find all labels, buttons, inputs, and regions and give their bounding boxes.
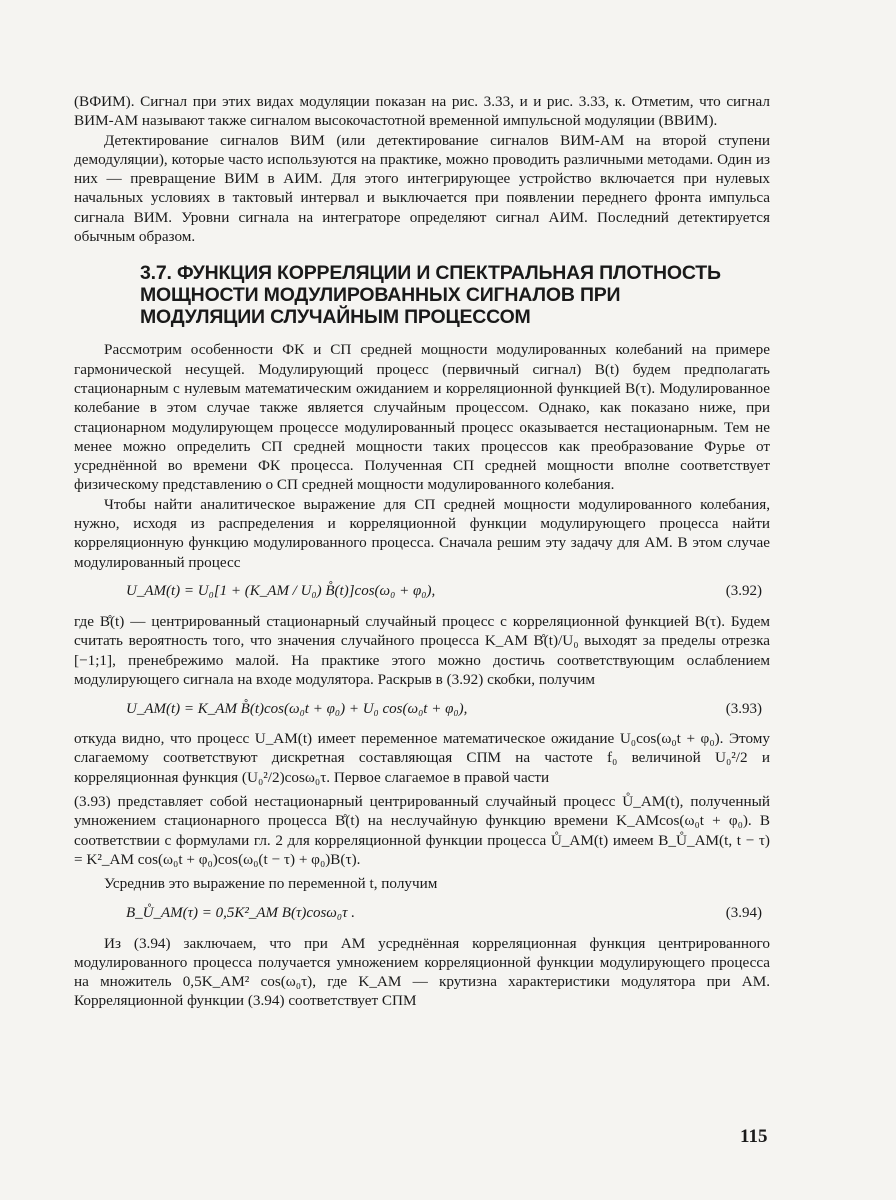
equation-expression: B_Ů_AM(τ) = 0,5K²_AM B(τ)cosω₀τ .	[126, 905, 355, 921]
paragraph-nonstationary: (3.93) представляет собой нестационарный центрированный случайный процесс Ů_AM(t), полученный умножением стационарного процесса B̊(t) на неслучайную функцию времени K_AMcos(ω₀t + φ₀). В соответствии с формулами гл. 2 для корреляционной функции процесса Ů_AM(t) имеем B_Ů_AM(t, t − τ) = K²_AM cos(ω₀t + φ₀)cos(ω₀(t − τ) + φ₀)B(τ).	[74, 793, 770, 868]
paragraph-centered-process: где B̊(t) — центрированный стационарный случайный процесс с корреляционной функцией B(τ). Будем считать вероятность того, что значения случайного процесса K_AM B̊(t)/U₀ выходят за пределы отрезка [−1;1], пренебрежимо малой. На практике этого можно достичь соответствующим ослаблением модулирующего сигнала на входе модулятора. Раскрыв в (3.92) скобки, получим	[74, 612, 770, 688]
equation-3-92	[74, 572, 770, 612]
paragraph-averaging: Усреднив это выражение по переменной t, получим	[104, 875, 438, 893]
page-body	[74, 92, 770, 1011]
paragraph-mean-value: откуда видно, что процесс U_AM(t) имеет переменное математическое ожидание U₀cos(ω₀t + φ₀). Этому слагаемому соответствуют дискретная составляющая СПМ на частоте f₀ величиной U₀²/2 и корреляционная функция (U₀²/2)cosω₀τ. Первое слагаемое в правой части	[74, 730, 770, 786]
equation-3-94	[74, 894, 770, 934]
equation-3-93	[74, 689, 770, 729]
equation-expression: U_AM(t) = K_AM B̊(t)cos(ω₀t + φ₀) + U₀ cos(ω₀t + φ₀),	[126, 700, 468, 717]
equation-number: (3.93)	[725, 700, 762, 717]
paragraph-analytic: Чтобы найти аналитическое выражение для СП средней мощности модулированного колебания, нужно, исходя из распределения и корреляционной функции модулирующего процесса найти корреляционную функцию модулированного процесса. Сначала решим эту задачу для АМ. В этом случае модулированный процесс	[74, 495, 770, 571]
page-number: 115	[740, 1126, 768, 1147]
equation-number: (3.92)	[725, 583, 762, 600]
paragraph-detection: Детектирование сигналов ВИМ (или детектирование сигналов ВИМ-АМ на второй ступени демодуляции), которые часто используются на практике, можно проводить различными методами. Один из них — превращение ВИМ в АИМ. Для этого интегрирующее устройство включается при нулевых начальных условиях в тактовый интервал и выключается при появлении переднего фронта импульса сигнала ВИМ. Уровни сигнала на интеграторе определяют сигнал АИМ. Последний детектируется обычным образом.	[74, 131, 770, 246]
paragraph-features: Рассмотрим особенности ФК и СП средней мощности модулированных колебаний на примере гармонической несущей. Модулирующий процесс (первичный сигнал) B(t) будем предполагать стационарным с нулевым математическим ожиданием и корреляционной функцией B(τ). Модулированное колебание в этом случае также является случайным процессом. Однако, как показано ниже, при стационарном модулирующем процессе модулированный процесс оказывается нестационарным. Тем не менее можно определить СП средней мощности таких процессов как преобразование Фурье от усреднённой во времени ФК процесса. Полученная СП средней мощности вполне соответствует физическому представлению о СП средней мощности модулированного колебания.	[74, 341, 770, 494]
equation-number: (3.94)	[725, 905, 762, 921]
section-heading: 3.7. ФУНКЦИЯ КОРРЕЛЯЦИИ И СПЕКТРАЛЬНАЯ ПЛОТНОСТЬ МОЩНОСТИ МОДУЛИРОВАННЫХ СИГНАЛОВ ПРИ МОДУЛЯЦИИ СЛУЧАЙНЫМ ПРОЦЕССОМ	[140, 262, 721, 329]
paragraph-conclusion: Из (3.94) заключаем, что при АМ усреднённая корреляционная функция центрированного модулированного процесса получается умножением корреляционной функции модулирующего процесса на множитель 0,5K_AM² cos(ω₀τ), где K_AM — крутизна характеристики модулятора при АМ. Корреляционной функции (3.94) соответствует СПМ	[74, 934, 770, 1010]
paragraph-intro: (ВФИМ). Сигнал при этих видах модуляции показан на рис. 3.33, и и рис. 3.33, к. Отметим, что сигнал ВИМ-АМ называют также сигналом высокочастотной временной импульсной модуляции (ВВИМ).	[74, 93, 770, 130]
equation-expression: U_AM(t) = U₀[1 + (K_AM / U₀) B̊(t)]cos(ω₀ + φ₀),	[126, 583, 436, 600]
